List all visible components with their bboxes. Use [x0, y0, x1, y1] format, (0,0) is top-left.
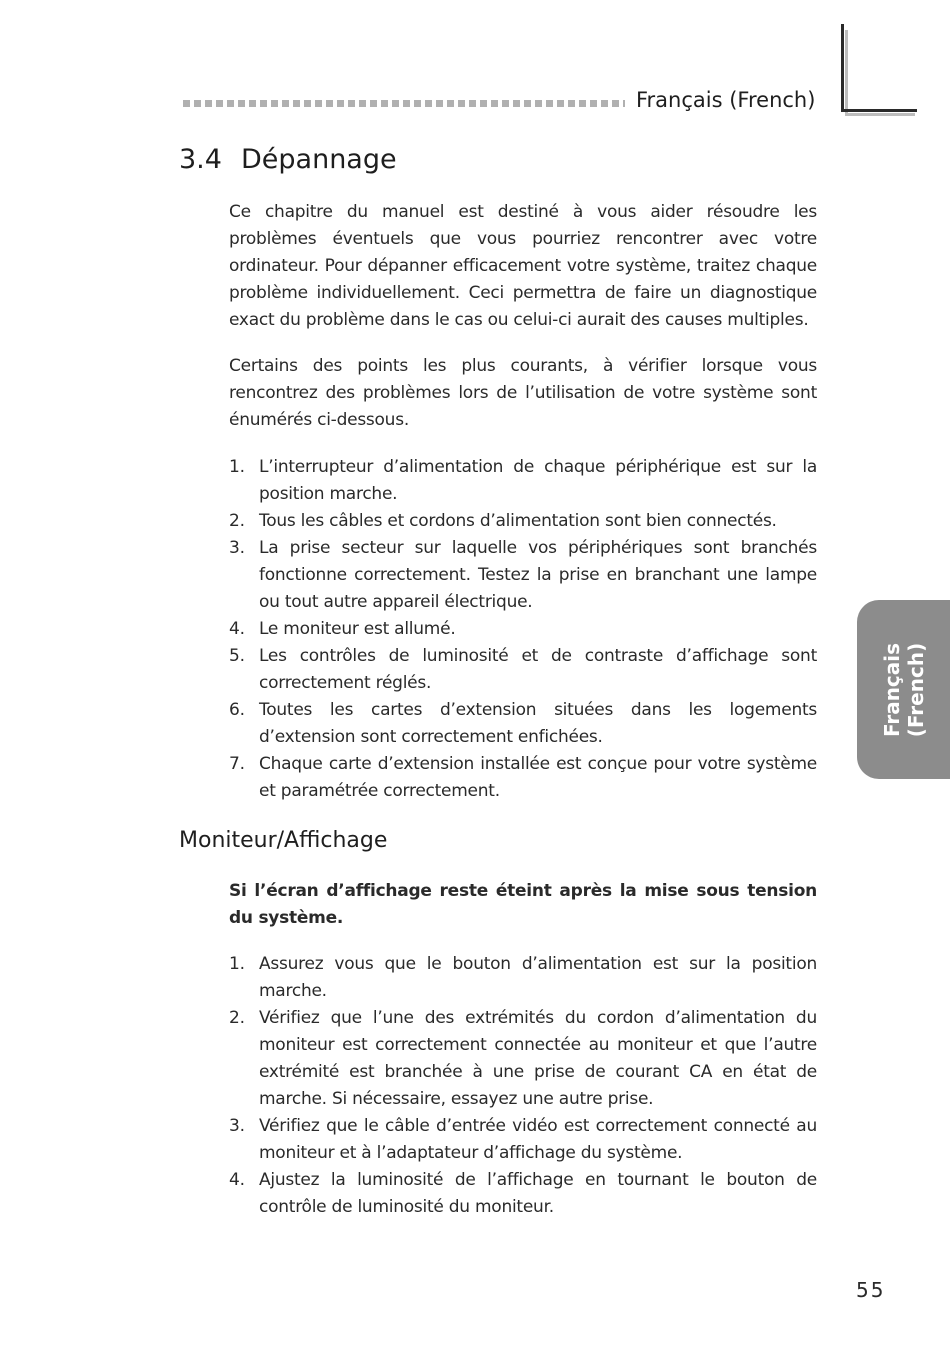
intro-paragraph: Ce chapitre du manuel est destiné à vous aider résoudre les problèmes éventuels que vous pourriez rencontrer avec votre ordinateur. Pour dépanner efficacement votre système, traitez chaque problème individuellement. Ceci permettra de faire un diagnostique exact du problème dans le cas ou celui-ci aurait des causes multiples.	[229, 202, 817, 330]
list-item	[229, 535, 817, 616]
list-item-number: 2.	[229, 511, 245, 531]
subsection-title: Moniteur/Affichage	[179, 828, 388, 853]
list-item-text: Vérifiez que le câble d’entrée vidéo est correctement connecté au moniteur et à l’adaptateur d’affichage du système.	[259, 1116, 817, 1163]
list-item-text: Le moniteur est allumé.	[259, 619, 456, 639]
list-item-number: 2.	[229, 1008, 245, 1028]
list-item	[229, 697, 817, 751]
side-tab-label	[880, 642, 928, 736]
list-item-text: Tous les câbles et cordons d’alimentation sont bien connectés.	[259, 511, 777, 531]
list-item-text: La prise secteur sur laquelle vos périphériques sont branchés fonctionne correctement. Testez la prise en branchant une lampe ou tout autre appareil électrique.	[259, 538, 817, 612]
list-item-number: 3.	[229, 538, 245, 558]
list-item-text: L’interrupteur d’alimentation de chaque périphérique est sur la position marche.	[259, 457, 817, 504]
header-dotted-rule	[183, 100, 625, 107]
list-item	[229, 1005, 817, 1113]
section-number: 3.4	[179, 144, 222, 175]
list-item-text: Les contrôles de luminosité et de contraste d’affichage sont correctement réglés.	[259, 646, 817, 693]
checklist-intro-paragraph: Certains des points les plus courants, à vérifier lorsque vous rencontrez des problèmes lors de l’utilisation de votre système sont énumérés ci-dessous.	[229, 356, 817, 430]
list-item-number: 7.	[229, 754, 245, 774]
checklist	[229, 454, 817, 805]
steps-list	[229, 951, 817, 1221]
list-item	[229, 751, 817, 805]
list-item-number: 6.	[229, 700, 245, 720]
list-item	[229, 1167, 817, 1221]
corner-mark-shadow-horizontal	[845, 113, 915, 116]
language-side-tab	[857, 600, 950, 779]
page-number: 55	[856, 1278, 886, 1302]
header-language-label: Français (French)	[636, 88, 816, 112]
list-item	[229, 616, 817, 643]
section-title-text: Dépannage	[241, 144, 397, 175]
list-item	[229, 643, 817, 697]
list-item	[229, 951, 817, 1005]
list-item-text: Chaque carte d’extension installée est conçue pour votre système et paramétrée correctement.	[259, 754, 817, 801]
corner-mark-shadow-vertical	[845, 30, 848, 116]
list-item-text: Toutes les cartes d’extension situées dans les logements d’extension sont correctement enfichées.	[259, 700, 817, 747]
list-item-number: 4.	[229, 619, 245, 639]
list-item-number: 5.	[229, 646, 245, 666]
list-item-text: Vérifiez que l’une des extrémités du cordon d’alimentation du moniteur est correctement connectée au moniteur et que l’autre extrémité est branchée à une prise de courant CA en état de marche. Si nécessaire, essayez une autre prise.	[259, 1008, 817, 1109]
list-item	[229, 454, 817, 508]
corner-mark-horizontal	[841, 109, 917, 112]
list-item-number: 1.	[229, 954, 245, 974]
list-item-number: 4.	[229, 1170, 245, 1190]
list-item	[229, 508, 817, 535]
corner-mark-vertical	[841, 24, 844, 112]
list-item	[229, 1113, 817, 1167]
section-title	[179, 144, 397, 175]
list-item-number: 3.	[229, 1116, 245, 1136]
list-item-text: Ajustez la luminosité de l’affichage en tournant le bouton de contrôle de luminosité du moniteur.	[259, 1170, 817, 1217]
problem-statement: Si l’écran d’affichage reste éteint après la mise sous tension du système.	[229, 881, 817, 928]
side-tab-line-2: (French)	[903, 642, 928, 737]
list-item-number: 1.	[229, 457, 245, 477]
list-item-text: Assurez vous que le bouton d’alimentation est sur la position marche.	[259, 954, 817, 1001]
side-tab-line-1: Français	[879, 642, 904, 737]
